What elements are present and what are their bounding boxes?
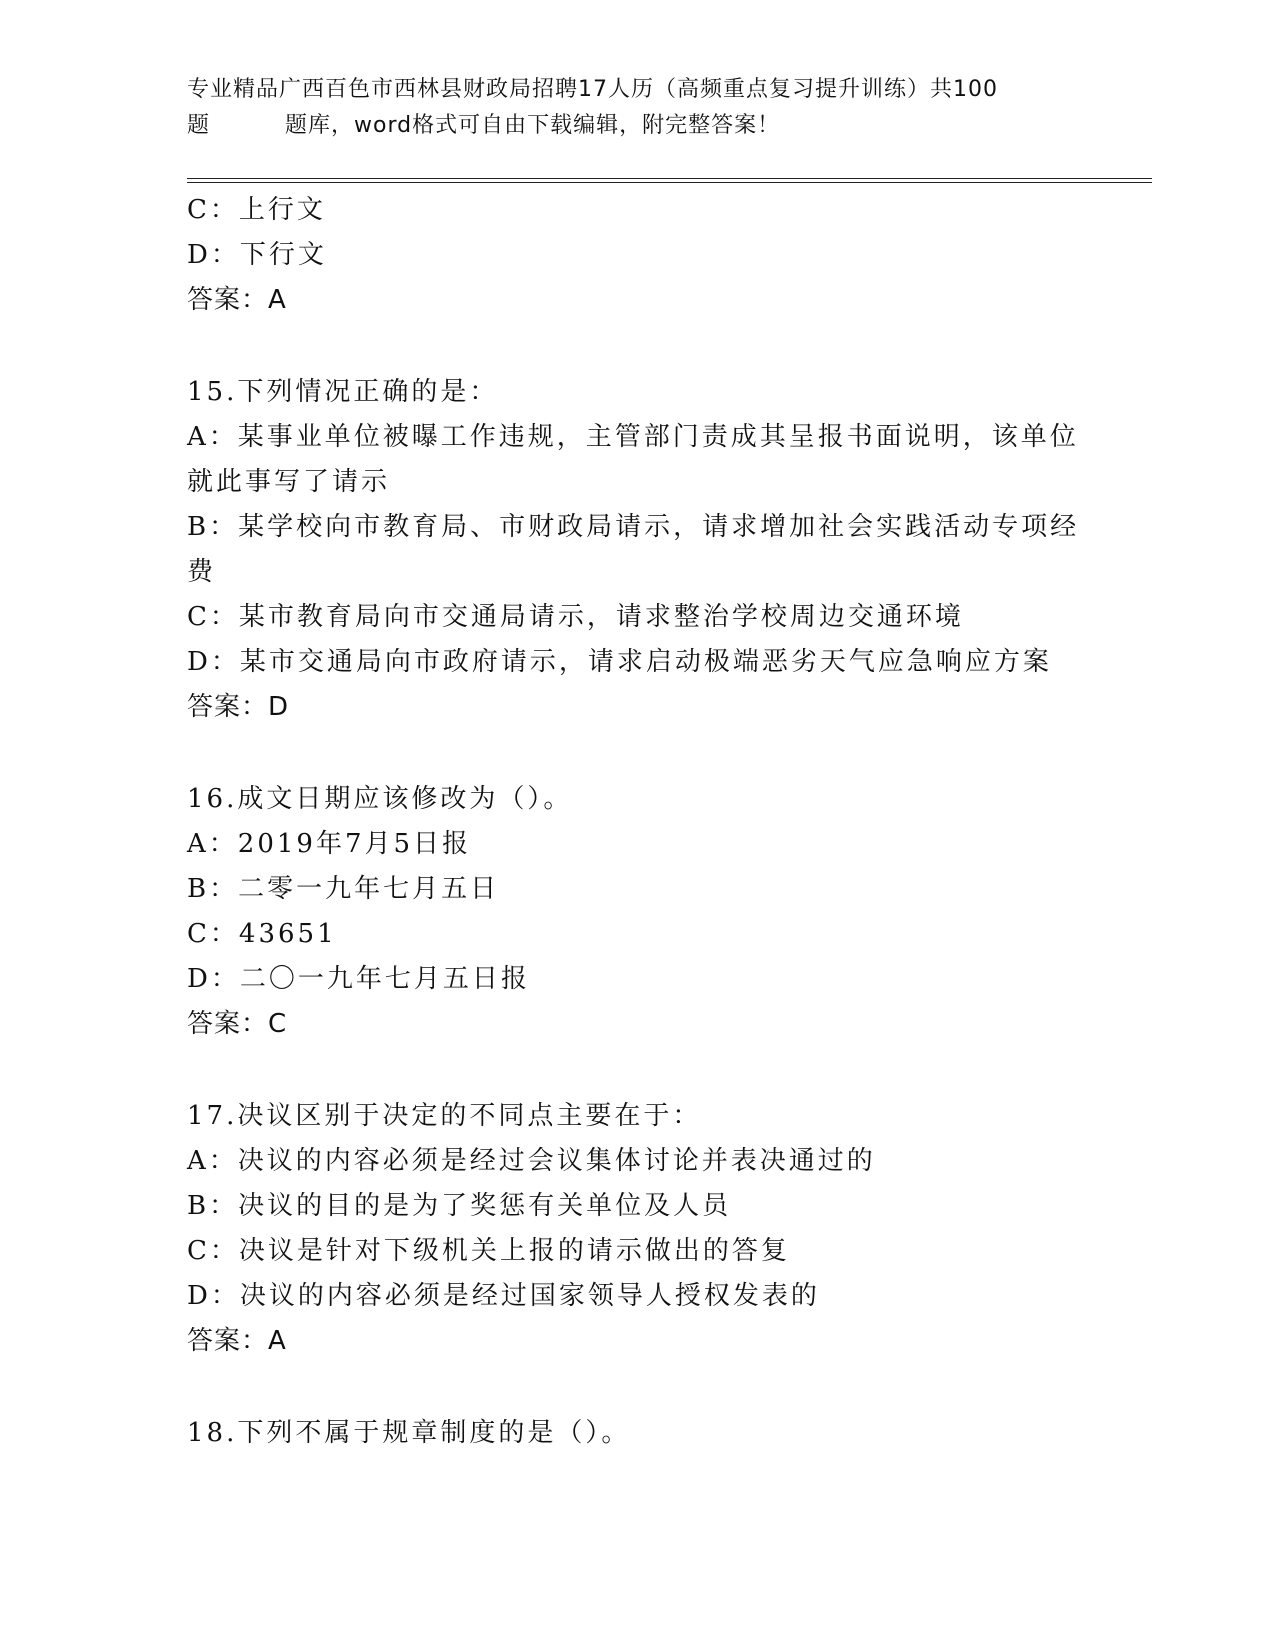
option-text: 决议是针对下级机关上报的请示做出的答复 [238,1236,790,1266]
option-text: 下行文 [239,240,327,270]
option-text: 某市教育局向市交通局请示，请求整治学校周边交通环境 [238,602,964,632]
header-line-1: 专业精品广西百色市西林县财政局招聘17人历（高频重点复习提升训练）共100 [187,77,998,102]
option-text: 二零一九年七月五日 [238,874,500,904]
option-label: B [187,874,210,904]
option-b-continued: 费 [187,557,217,587]
option-label: B [187,1191,210,1221]
option-label: D [187,964,211,994]
option-d: D：决议的内容必须是经过国家领导人授权发表的 [187,1281,820,1311]
option-text: 决议的目的是为了奖惩有关单位及人员 [238,1191,732,1221]
option-label: D [187,647,211,677]
question-16 [187,777,1087,1047]
header-line-2-lead: 题 [187,113,211,138]
option-a: A：某事业单位被曝工作违规，主管部门责成其呈报书面说明，该单位 [187,422,1079,452]
question-stem: 18.下列不属于规章制度的是（）。 [187,1418,631,1448]
option-text: 决议的内容必须是经过国家领导人授权发表的 [239,1281,820,1311]
option-text: 二〇一九年七月五日报 [239,964,530,994]
option-d: D：二〇一九年七月五日报 [187,964,530,994]
option-text: 某市交通局向市政府请示，请求启动极端恶劣天气应急响应方案 [239,647,1052,677]
option-label: A [187,422,209,452]
option-d: D：下行文 [187,240,327,270]
option-text: 43651 [238,919,337,949]
question-17 [187,1094,1087,1364]
option-d: D：某市交通局向市政府请示，请求启动极端恶劣天气应急响应方案 [187,647,1052,677]
option-a: A：2019年7月5日报 [187,829,472,859]
question-18 [187,1411,1087,1456]
question-stem: 16.成文日期应该修改为（）。 [187,784,573,814]
option-b: B：二零一九年七月五日 [187,874,500,904]
option-label: A [187,1146,209,1176]
option-label: C [187,195,210,225]
option-label: D [187,240,211,270]
option-c: C：决议是针对下级机关上报的请示做出的答复 [187,1236,790,1266]
spacer [187,323,1087,370]
option-b: B：决议的目的是为了奖惩有关单位及人员 [187,1191,732,1221]
option-a: A：决议的内容必须是经过会议集体讨论并表决通过的 [187,1146,876,1176]
page-header [187,72,1067,144]
option-text: 某事业单位被曝工作违规，主管部门责成其呈报书面说明，该单位 [237,422,1079,452]
option-label: B [187,512,210,542]
question-stem: 15.下列情况正确的是： [187,377,499,407]
option-text: 上行文 [238,195,326,225]
question-stem: 17.决议区别于决定的不同点主要在于： [187,1101,702,1131]
spacer [187,1364,1087,1411]
answer-line: 答案：D [187,692,290,722]
option-label: C [187,919,210,949]
option-text: 2019年7月5日报 [237,829,472,859]
header-line-2-rest: 题库，word格式可自由下载编辑，附完整答案！ [285,113,781,138]
option-label: C [187,602,210,632]
option-c: C：上行文 [187,195,326,225]
option-b: B：某学校向市教育局、市财政局请示，请求增加社会实践活动专项经 [187,512,1080,542]
spacer [187,730,1087,777]
option-c: C：43651 [187,919,337,949]
header-rule-top [187,178,1152,179]
question-14-tail [187,188,1087,323]
option-a-continued: 就此事写了请示 [187,467,391,497]
header-rule-bottom [187,182,1152,183]
option-c: C：某市教育局向市交通局请示，请求整治学校周边交通环境 [187,602,964,632]
option-text: 某学校向市教育局、市财政局请示，请求增加社会实践活动专项经 [238,512,1080,542]
question-content [187,188,1087,1456]
option-label: D [187,1281,211,1311]
option-label: A [187,829,209,859]
option-label: C [187,1236,210,1266]
answer-line: 答案：A [187,285,287,315]
option-text: 决议的内容必须是经过会议集体讨论并表决通过的 [237,1146,876,1176]
header-line-2 [187,108,1067,144]
answer-line: 答案：C [187,1009,288,1039]
spacer [187,1047,1087,1094]
question-15 [187,370,1087,730]
answer-line: 答案：A [187,1326,287,1356]
